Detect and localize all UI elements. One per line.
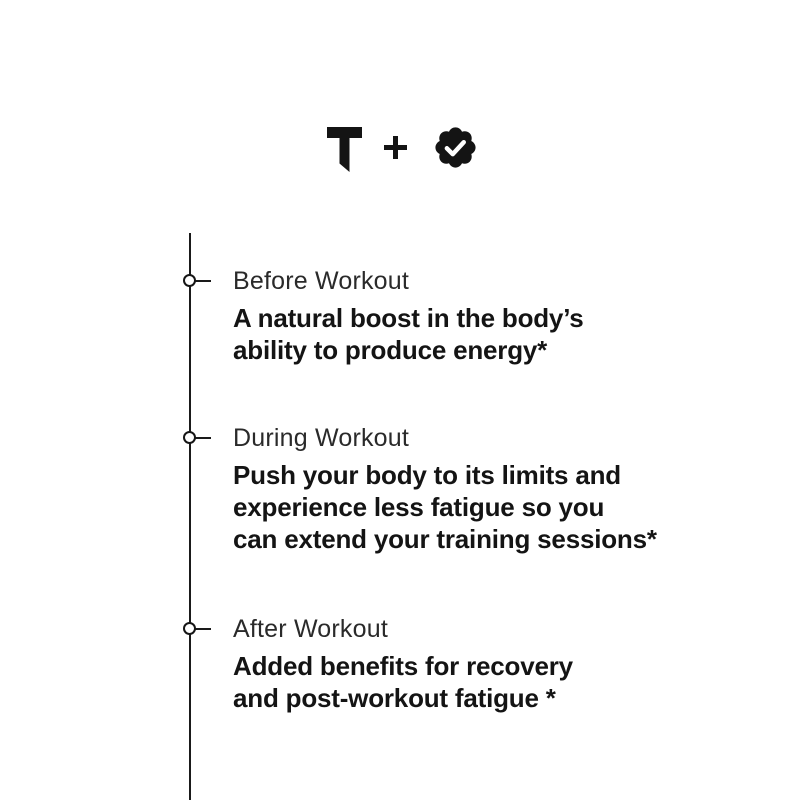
- timeline-node-before: [183, 274, 196, 287]
- stage-description-line: Push your body to its limits and: [233, 460, 621, 490]
- timeline-tick-after: [195, 628, 211, 630]
- timeline-line: [189, 233, 191, 800]
- verified-badge-icon: [432, 124, 479, 171]
- stage-description: [233, 650, 663, 714]
- timeline-node-after: [183, 622, 196, 635]
- stage-description-line: can extend your training sessions*: [233, 524, 657, 554]
- plus-icon: [384, 136, 407, 159]
- stage-label: Before Workout: [233, 267, 410, 295]
- stage-description: [233, 302, 663, 366]
- timeline-section-after: [233, 613, 663, 714]
- stage-description-line: Added benefits for recovery: [233, 651, 573, 681]
- stage-description-line: and post-workout fatigue *: [233, 683, 556, 713]
- timeline-node-during: [183, 431, 196, 444]
- stage-description-line: experience less fatigue so you: [233, 492, 605, 522]
- stage-description-line: A natural boost in the body’s: [233, 303, 584, 333]
- timeline-section-during: [233, 422, 663, 555]
- timeline-section-before: [233, 265, 663, 366]
- stage-description: [233, 459, 663, 555]
- t-logo-icon: [327, 127, 362, 172]
- timeline-tick-before: [195, 280, 211, 282]
- stage-label: During Workout: [233, 424, 410, 452]
- timeline-tick-during: [195, 437, 211, 439]
- stage-description-line: ability to produce energy*: [233, 335, 548, 365]
- stage-label: After Workout: [233, 615, 388, 643]
